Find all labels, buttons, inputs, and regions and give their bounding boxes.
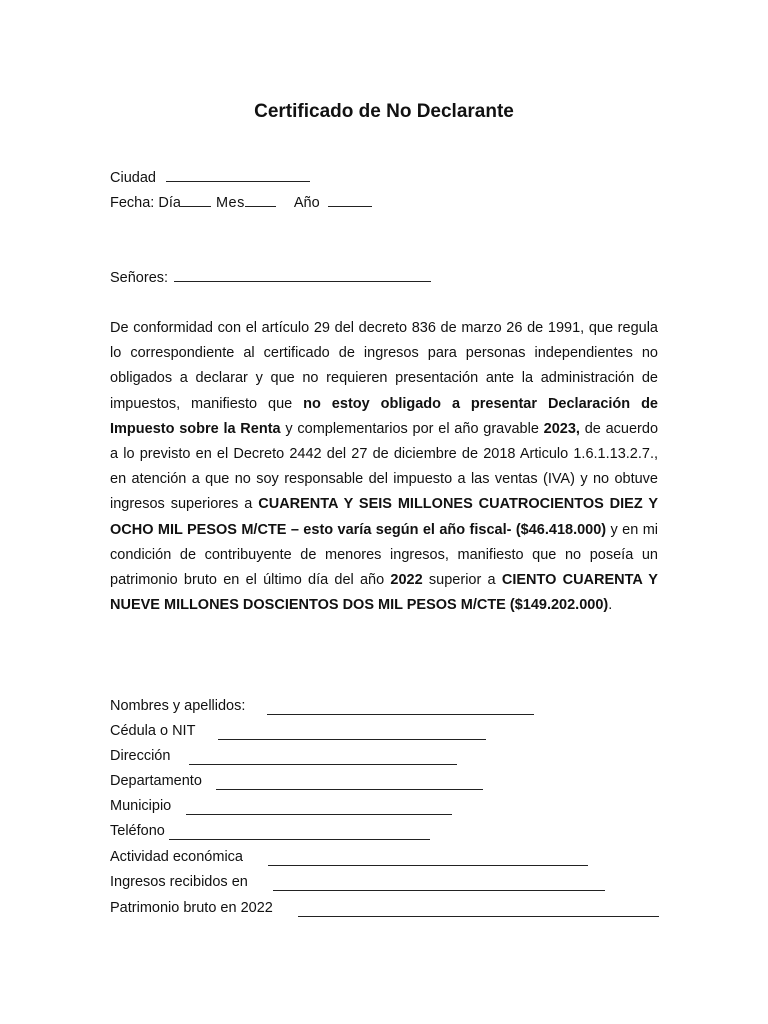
field-label: Actividad económica (110, 849, 243, 865)
field-patrimonio (110, 900, 662, 916)
senores-label: Señores: (110, 270, 169, 286)
body-text-1: De conformidad con el artículo 29 del decreto 836 de marzo 26 de 1991, que regula lo correspondiente al certificado de ingresos para personas independientes no obligados a declarar y que no requieren presentación ante la administración de impuestos, manifiesto que (110, 320, 658, 412)
field-actividad (110, 849, 600, 865)
field-blank[interactable] (218, 738, 486, 740)
body-text-5: superior a (422, 572, 502, 589)
body-bold-1: no estoy obligado a presentar Declaración de Impuesto sobre la Renta (110, 395, 658, 437)
field-blank[interactable] (186, 813, 452, 815)
ciudad-line (110, 170, 310, 186)
field-ingresos (110, 874, 610, 890)
ciudad-label: Ciudad (110, 170, 156, 186)
field-blank[interactable] (268, 864, 588, 866)
body-text-2: y complementarios por el año gravable (280, 420, 544, 437)
body-bold-2: 2023, (543, 420, 580, 437)
field-blank[interactable] (189, 763, 457, 765)
document-title: Certificado de No Declarante (254, 101, 514, 122)
senores-line (110, 270, 431, 286)
declaration-paragraph (110, 316, 658, 618)
ciudad-blank[interactable] (166, 180, 310, 182)
field-blank[interactable] (267, 713, 534, 715)
field-label: Patrimonio bruto en 2022 (110, 900, 273, 916)
senores-blank[interactable] (174, 280, 431, 282)
field-direccion (110, 748, 540, 764)
field-label: Dirección (110, 748, 171, 764)
field-blank[interactable] (273, 889, 605, 891)
field-cedula (110, 723, 540, 739)
body-bold-4: 2022 (390, 572, 423, 589)
body-bold-3: CUARENTA Y SEIS MILLONES CUATROCIENTOS DIEZ Y OCHO MIL PESOS M/CTE – esto varía según el año fiscal- ($46.418.000) (110, 496, 658, 538)
field-label: Nombres y apellidos: (110, 698, 246, 714)
field-blank[interactable] (216, 788, 483, 790)
field-label: Ingresos recibidos en (110, 874, 248, 890)
field-label: Teléfono (110, 823, 165, 839)
ano-label: Año (293, 195, 320, 211)
body-bold-5: CIENTO CUARENTA Y NUEVE MILLONES DOSCIENTOS DOS MIL PESOS M/CTE ($149.202.000) (110, 572, 658, 614)
fecha-label: Fecha: Día (110, 195, 181, 211)
field-label: Cédula o NIT (110, 723, 196, 739)
mes-label: Mes (215, 195, 245, 211)
field-nombres (110, 698, 540, 714)
field-label: Municipio (110, 798, 172, 814)
fecha-line (110, 195, 372, 211)
ano-blank[interactable] (328, 205, 372, 207)
field-blank[interactable] (169, 838, 430, 840)
mes-blank[interactable] (245, 205, 276, 207)
body-text-4: y en mi condición de contribuyente de menores ingresos, manifiesto que no poseía un patrimonio bruto en el último día del año (110, 521, 659, 589)
dia-blank[interactable] (181, 205, 211, 207)
field-telefono (110, 823, 540, 839)
field-blank[interactable] (298, 915, 659, 917)
field-municipio (110, 798, 540, 814)
body-text-3: de acuerdo a lo previsto en el Decreto 2442 del 27 de diciembre de 2018 Articulo 1.6.1.13.2.7., en atención a que no soy responsable del impuesto a las ventas (IVA) y no obtuve ingresos superiores a (110, 420, 659, 513)
field-label: Departamento (110, 773, 202, 789)
field-departamento (110, 773, 540, 789)
body-text-6: . (608, 597, 613, 614)
